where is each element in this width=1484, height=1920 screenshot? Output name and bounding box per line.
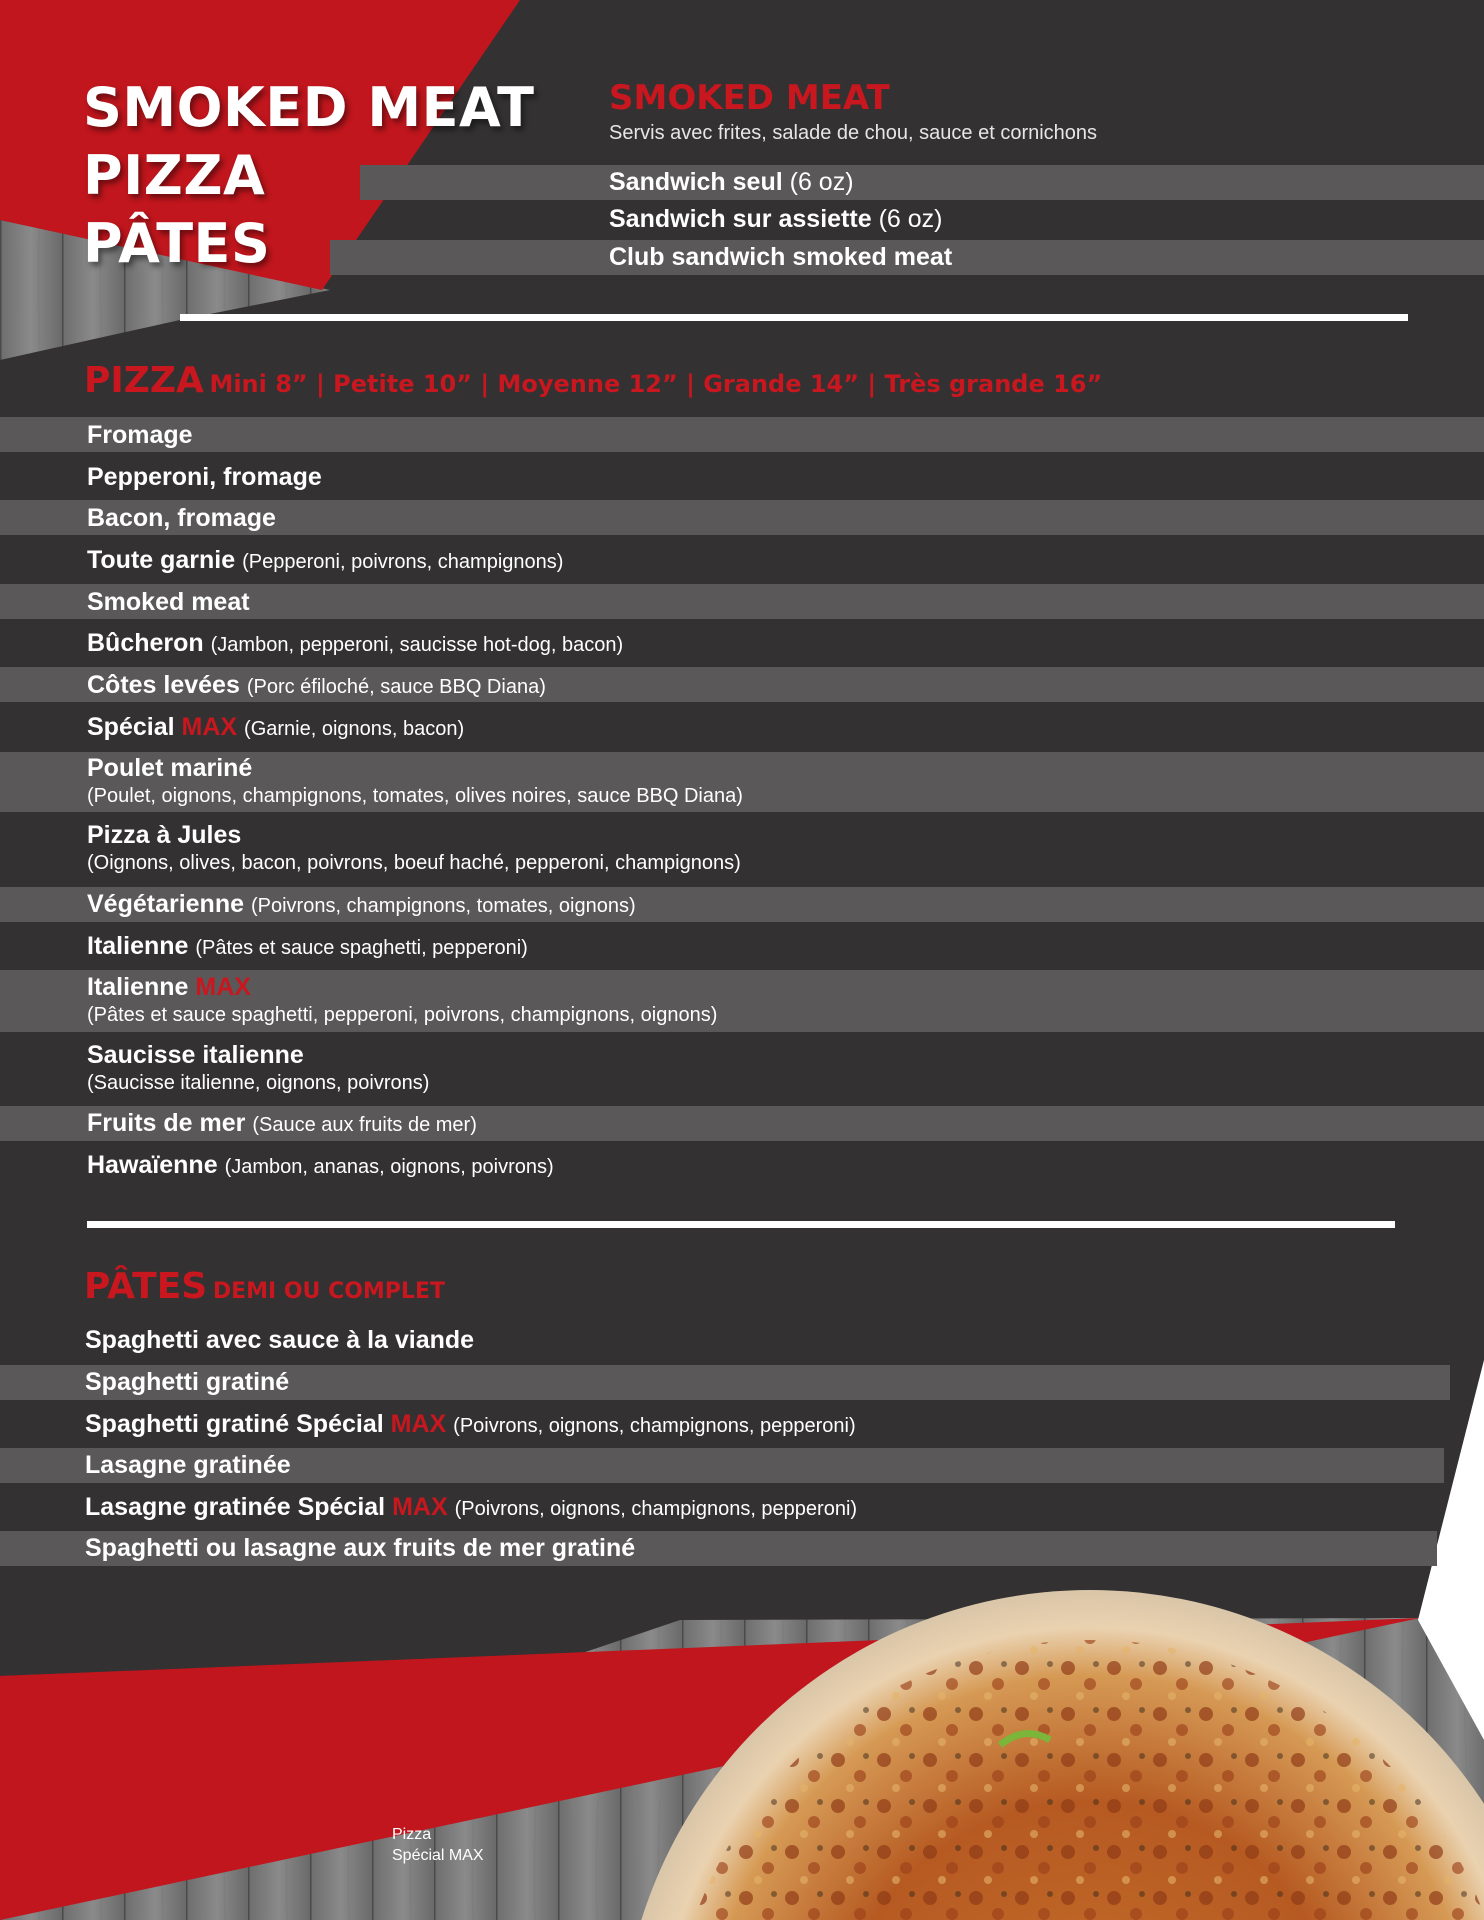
item-desc: (Jambon, pepperoni, saucisse hot-dog, bacon)	[210, 634, 624, 656]
pizza-header	[84, 360, 1102, 401]
item-name: Pizza à Jules	[87, 821, 242, 849]
item-desc: (Poivrons, champignons, tomates, oignons)	[250, 895, 636, 917]
menu-item	[87, 820, 741, 876]
item-name: Pepperoni, fromage	[87, 463, 322, 491]
pates-subtitle: DEMI OU COMPLET	[212, 1279, 445, 1304]
menu-item	[85, 1533, 635, 1563]
item-desc: (Pepperoni, poivrons, champignons)	[242, 551, 564, 573]
item-name: Toute garnie	[87, 546, 236, 574]
item-desc: (Porc éfiloché, sauce BBQ Diana)	[246, 676, 546, 698]
item-name: Spaghetti gratiné Spécial	[85, 1410, 384, 1438]
max-badge: MAX	[390, 1410, 447, 1438]
item-name: Smoked meat	[87, 588, 250, 616]
item-desc: (Poulet, oignons, champignons, tomates, olives noires, sauce BBQ Diana)	[87, 785, 743, 807]
pizza-sizes: Mini 8” | Petite 10” | Moyenne 12” | Grande 14” | Très grande 16”	[209, 370, 1103, 398]
menu-item	[85, 1367, 289, 1397]
item-name: Végétarienne	[87, 890, 245, 918]
hero-line-smoked-meat: SMOKED MEAT	[83, 76, 535, 139]
item-name: Spaghetti avec sauce à la viande	[85, 1326, 475, 1354]
pizza-title: PIZZA	[84, 360, 204, 401]
item-desc: (6 oz)	[789, 168, 854, 196]
item-name: Poulet mariné	[87, 754, 253, 782]
item-desc: (Oignons, olives, bacon, poivrons, boeuf haché, pepperoni, champignons)	[87, 852, 741, 874]
caption-line: Spécial MAX	[392, 1847, 484, 1864]
menu-item	[87, 931, 528, 963]
menu-item	[87, 420, 193, 450]
menu-item	[87, 462, 322, 492]
item-name: Fruits de mer	[87, 1109, 246, 1137]
item-name: Saucisse italienne	[87, 1041, 304, 1069]
menu-item	[87, 670, 546, 702]
item-name: Côtes levées	[87, 671, 240, 699]
item-desc: (6 oz)	[878, 205, 943, 233]
item-desc: (Garnie, oignons, bacon)	[244, 718, 465, 740]
item-name: Hawaïenne	[87, 1151, 218, 1179]
pates-title: PÂTES	[84, 1266, 208, 1307]
item-desc: (Pâtes et sauce spaghetti, pepperoni)	[195, 937, 528, 959]
pates-header	[84, 1266, 445, 1307]
item-desc: (Jambon, ananas, oignons, poivrons)	[224, 1156, 554, 1178]
item-desc: (Saucisse italienne, oignons, poivrons)	[87, 1072, 430, 1094]
max-badge: MAX	[392, 1493, 448, 1521]
item-name: Italienne	[87, 973, 189, 1001]
item-desc: (Poivrons, oignons, champignons, pepperoni)	[454, 1498, 858, 1520]
smoked-meat-subtitle: Servis avec frites, salade de chou, sauce et cornichons	[609, 122, 1098, 144]
menu-item	[609, 167, 854, 197]
item-desc: (Poivrons, oignons, champignons, pepperoni)	[453, 1415, 856, 1437]
menu-item	[85, 1325, 474, 1355]
hero-title	[83, 74, 543, 278]
photo-caption	[392, 1824, 484, 1866]
menu-item	[609, 204, 942, 234]
menu-item	[85, 1492, 857, 1524]
section-divider	[180, 314, 1408, 321]
item-name: Lasagne gratinée Spécial	[85, 1493, 386, 1521]
menu-item	[87, 1150, 554, 1182]
menu-item	[87, 753, 743, 809]
menu-item	[87, 712, 464, 744]
menu-item	[87, 972, 717, 1028]
hero-line-pates: PÂTES	[83, 212, 271, 275]
item-desc: (Pâtes et sauce spaghetti, pepperoni, poivrons, champignons, oignons)	[87, 1004, 718, 1026]
item-desc: (Sauce aux fruits de mer)	[252, 1114, 477, 1136]
hero-line-pizza: PIZZA	[83, 144, 266, 207]
menu-item	[87, 545, 563, 577]
menu-item	[87, 889, 636, 921]
max-badge: MAX	[195, 973, 251, 1001]
menu-item	[87, 1108, 477, 1140]
menu-item	[87, 587, 250, 617]
max-badge: MAX	[181, 713, 238, 741]
menu-item	[85, 1450, 291, 1480]
caption-line: Pizza	[392, 1826, 432, 1843]
item-name: Lasagne gratinée	[85, 1451, 291, 1479]
item-name: Sandwich seul	[609, 168, 783, 196]
item-name: Spécial	[87, 713, 175, 741]
item-name: Sandwich sur assiette	[609, 205, 872, 233]
stripe	[0, 417, 1484, 452]
menu-item	[609, 242, 952, 272]
menu-item	[87, 1040, 429, 1096]
item-name: Italienne	[87, 932, 189, 960]
item-name: Bacon, fromage	[87, 504, 276, 532]
menu-item	[85, 1409, 856, 1441]
menu-item	[87, 628, 623, 660]
menu-item	[87, 503, 276, 533]
item-name: Spaghetti gratiné	[85, 1368, 290, 1396]
item-name: Fromage	[87, 421, 193, 449]
section-divider	[87, 1221, 1395, 1228]
item-name: Club sandwich smoked meat	[609, 243, 953, 271]
item-name: Spaghetti ou lasagne aux fruits de mer gratiné	[85, 1534, 636, 1562]
smoked-meat-title: SMOKED MEAT	[609, 78, 890, 118]
item-name: Bûcheron	[87, 629, 204, 657]
